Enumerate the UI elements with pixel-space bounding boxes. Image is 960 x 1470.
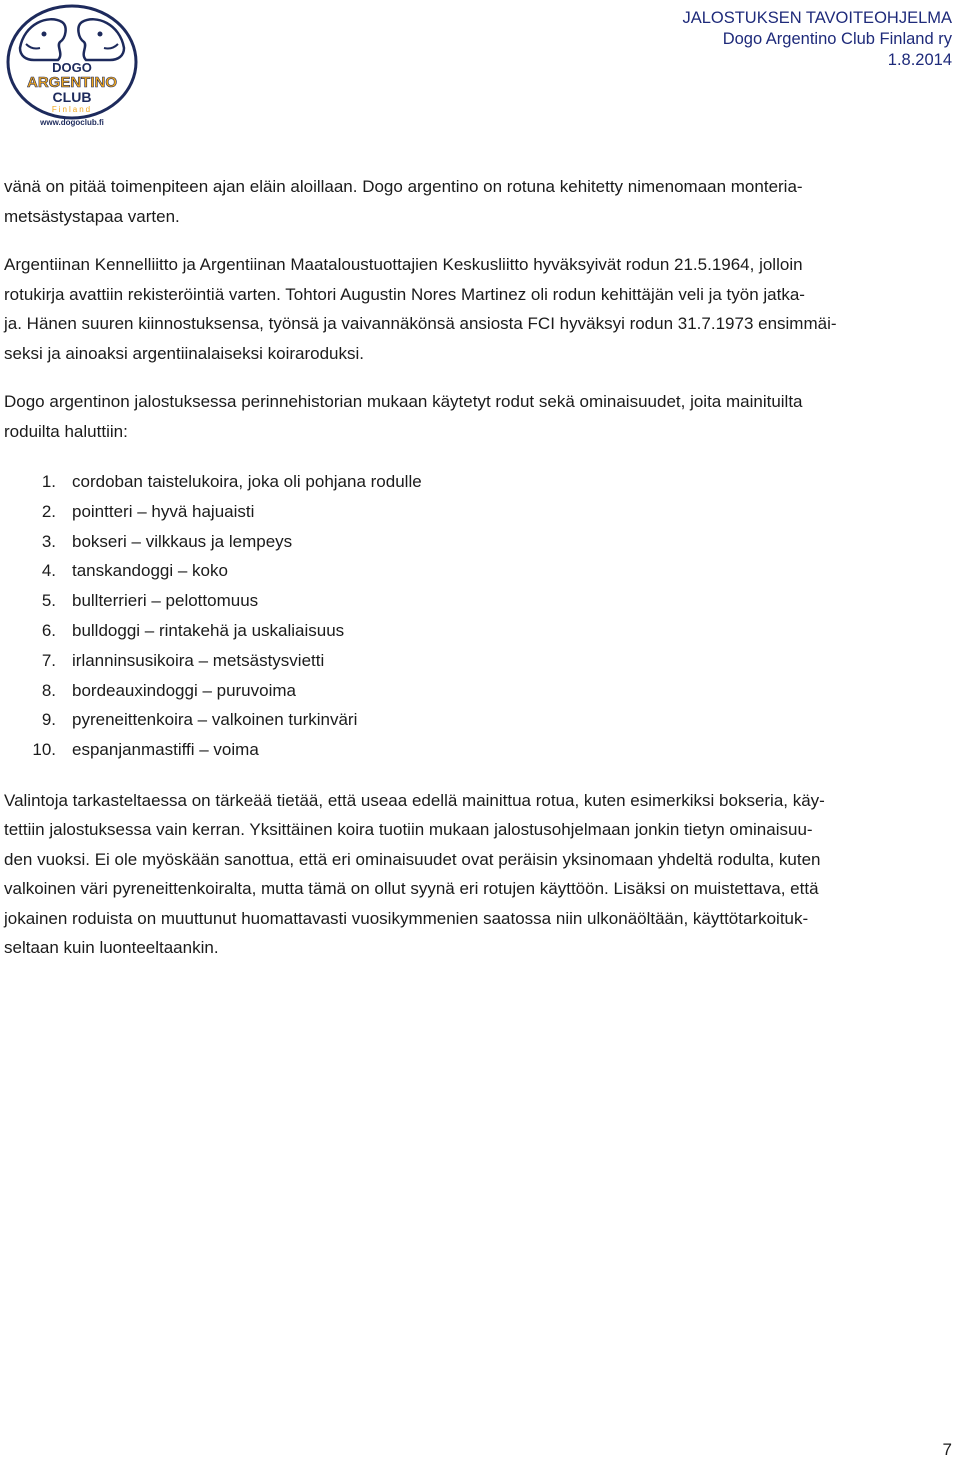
list-item-number: 8. [41, 680, 56, 700]
list-item-text: irlanninsusikoira – metsästysvietti [72, 650, 325, 670]
list-item-number: 6. [41, 620, 56, 640]
paragraph-selection: Valintoja tarkasteltaessa on tärkeää tietää, että useaa edellä mainittua rotua, kuten esimerkiksi bokseria, käy- tettiin jalostuksessa vain kerran. Yksittäinen koira tuotiin mukaan jalostusohjelmaan jonkin tietyn ominaisuu- den vuoksi. Ei ole myöskään sanottua, että eri ominaisuudet ovat peräisin yksinomaan yhdeltä rodulta, kuten valkoinen väri pyreneittenkoiralta, mutta tämä on ollut syynä eri rotujen käyttöön. Lisäksi on muistettava, että jokainen roduista on muuttunut huomattavasti vuosikymmenien saatossa niin ulkonäöltään, käyttötarkoituk- seltaan kuin luonteeltaankin. [4, 790, 825, 958]
logo-word-finland: Finland [51, 105, 93, 114]
list-item-number: 10. [32, 740, 56, 760]
document-header [682, 8, 952, 71]
list-item-number: 5. [41, 591, 56, 611]
list-item [4, 646, 954, 676]
list-item [4, 467, 954, 497]
list-item-number: 9. [41, 710, 56, 730]
list-item [4, 527, 954, 557]
header-organization: Dogo Argentino Club Finland ry [722, 30, 952, 48]
dogo-argentino-club-logo-icon [4, 4, 140, 128]
list-item [4, 705, 954, 735]
list-item-number: 3. [41, 531, 56, 551]
logo-word-argentino: ARGENTINO [27, 74, 117, 91]
breed-list [4, 467, 954, 765]
list-item [4, 556, 954, 586]
list-item-text: pyreneittenkoira – valkoinen turkinväri [72, 710, 358, 730]
paragraph-history: Argentiinan Kennelliitto ja Argentiinan Maataloustuottajien Keskusliitto hyväksyivät rodun 21.5.1964, jolloin rotukirja avattiin rekisteröintiä varten. Tohtori Augustin Nores Martinez oli rodun kehittäjän veli ja työn jatka- ja. Hänen suuren kiinnostuksensa, työnsä ja vaivannäkönsä ansiosta FCI hyväksyi rodun 31.7.1973 ensimmäi- seksi ja ainoaksi argentiinalaiseksi koiraroduksi. [4, 255, 837, 363]
list-item-text: cordoban taistelukoira, joka oli pohjana rodulle [72, 472, 422, 491]
list-item [4, 735, 954, 765]
logo-url: www.dogoclub.fi [40, 118, 104, 127]
list-item-text: bordeauxindoggi – puruvoima [72, 680, 296, 700]
header-date: 1.8.2014 [887, 51, 952, 69]
club-logo [4, 4, 140, 128]
list-item-number: 7. [41, 650, 56, 670]
list-item [4, 676, 954, 706]
list-item-text: bullterrieri – pelottomuus [72, 591, 259, 611]
list-item-number: 4. [41, 561, 56, 581]
document-body [4, 172, 954, 963]
list-item [4, 497, 954, 527]
logo-word-club: CLUB [52, 89, 92, 105]
list-item-text: pointteri – hyvä hajuaisti [72, 501, 255, 521]
list-item-text: tanskandoggi – koko [72, 561, 228, 581]
list-item [4, 586, 954, 616]
logo-word-dogo: DOGO [52, 60, 92, 75]
list-item-number: 1. [41, 472, 56, 491]
list-item-number: 2. [41, 501, 56, 521]
header-title: JALOSTUKSEN TAVOITEOHJELMA [682, 9, 952, 27]
page-number: 7 [942, 1440, 952, 1459]
list-item-text: bulldoggi – rintakehä ja uskaliaisuus [72, 620, 345, 640]
list-item [4, 616, 954, 646]
paragraph-intro: vänä on pitää toimenpiteen ajan eläin aloillaan. Dogo argentino on rotuna kehitetty nimenomaan monteria- metsästystapaa varten. [4, 177, 803, 226]
list-item-text: espanjanmastiffi – voima [72, 740, 259, 760]
paragraph-breeds-intro: Dogo argentinon jalostuksessa perinnehistorian mukaan käytetyt rodut sekä ominaisuudet, joita mainituilta roduilta haluttiin: [4, 392, 803, 441]
list-item-text: bokseri – vilkkaus ja lempeys [72, 531, 293, 551]
